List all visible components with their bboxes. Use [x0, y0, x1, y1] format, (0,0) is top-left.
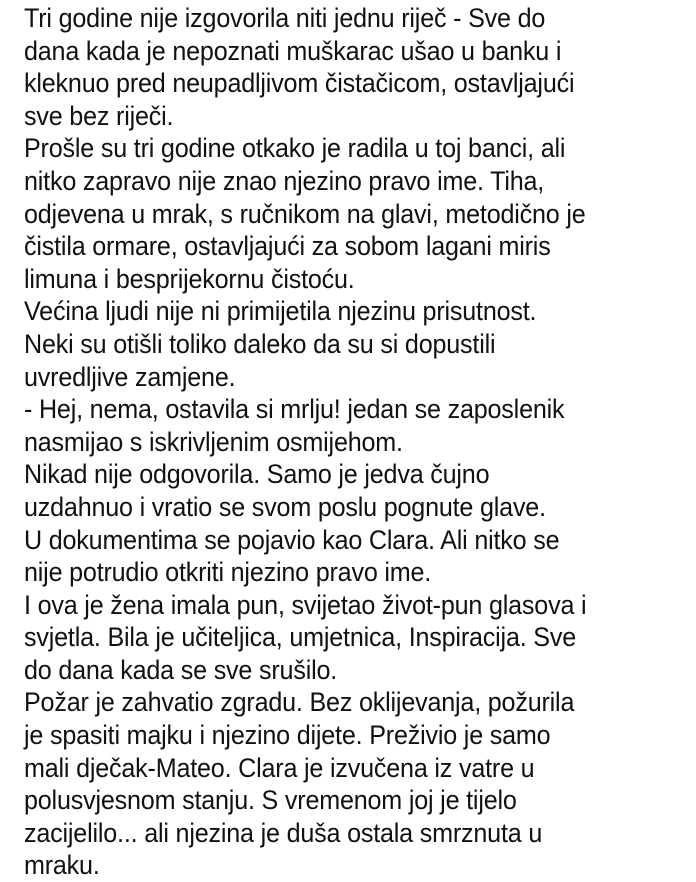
text-line: svjetla. Bila je učiteljica, umjetnica, Inspiracija. Sve: [24, 622, 577, 653]
text-line: Tri godine nije izgovorila niti jednu riječ - Sve do: [24, 3, 546, 33]
text-line: mali dječak-Mateo. Clara je izvučena iz vatre u: [24, 752, 535, 783]
text-line: kleknuo pred neupadljivom čistačicom, ostavljajući: [24, 68, 575, 99]
text-line: do dana kada se sve srušilo.: [24, 654, 338, 685]
text-line: sve bez riječi.: [24, 100, 174, 131]
text-line: čistila ormare, ostavljajući za sobom lagani miris: [24, 231, 551, 262]
text-line: uzdahnuo i vratio se svom poslu pognute glave.: [24, 491, 546, 522]
text-line: uvredljive zamjene.: [24, 361, 236, 392]
text-line: polusvjesnom stanju. S vremenom joj je tijelo: [24, 785, 517, 816]
text-line: mraku.: [24, 850, 100, 881]
text-line: odjevena u mrak, s ručnikom na glavi, metodično je: [24, 198, 586, 229]
text-line: Požar je zahvatio zgradu. Bez oklijevanja, požurila: [24, 687, 575, 718]
text-line: - Hej, nema, ostavila si mrlju! jedan se zaposlenik: [24, 394, 565, 425]
text-line: dana kada je nepoznati muškarac ušao u banku i: [24, 35, 562, 66]
text-line: zacijelilo... ali njezina je duša ostala smrznuta u: [24, 817, 543, 848]
text-line: nitko zapravo nije znao njezino pravo ime. Tiha,: [24, 165, 545, 196]
story-text: [24, 2, 696, 882]
text-line: I ova je žena imala pun, svijetao život-pun glasova i: [24, 589, 587, 620]
text-line: Neki su otišli toliko daleko da su si dopustili: [24, 328, 496, 359]
text-line: nasmijao s iskrivljenim osmijehom.: [24, 426, 403, 457]
text-line: Većina ljudi nije ni primijetila njezinu prisutnost.: [24, 296, 537, 327]
text-line: je spasiti majku i njezino dijete. Preživio je samo: [24, 720, 551, 751]
text-line: U dokumentima se pojavio kao Clara. Ali nitko se: [24, 524, 560, 555]
text-line: Nikad nije odgovorila. Samo je jedva čujno: [24, 459, 490, 490]
text-line: nije potrudio otkriti njezino pravo ime.: [24, 557, 432, 588]
text-line: limuna i besprijekornu čistoću.: [24, 263, 355, 294]
text-line: Prošle su tri godine otkako je radila u toj banci, ali: [24, 133, 566, 164]
